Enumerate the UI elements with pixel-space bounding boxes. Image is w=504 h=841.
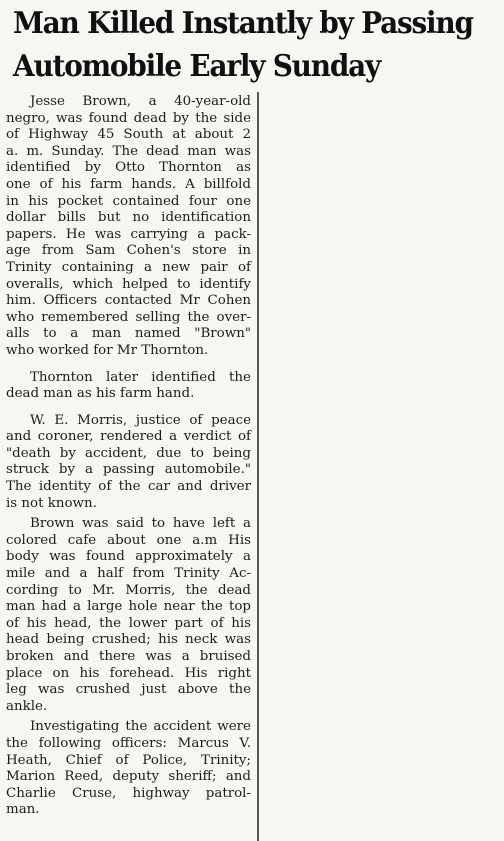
text-line: of his head, the lower part of his — [6, 615, 251, 631]
text-line: struck by a passing automobile." — [6, 462, 251, 478]
text-line: colored cafe about one a.m His — [6, 532, 251, 548]
text-line: Marion Reed, deputy sheriff; and — [6, 769, 251, 785]
text-line: him. Officers contacted Mr Cohen — [6, 293, 251, 309]
text-line: who remembered selling the over- — [6, 309, 251, 325]
paragraph-2 — [6, 370, 251, 403]
text-line: papers. He was carrying a pack- — [6, 226, 251, 242]
text-line: overalls, which helped to identify — [6, 276, 251, 292]
text-line: mile and a half from Trinity Ac- — [6, 566, 251, 582]
text-line: age from Sam Cohen's store in — [6, 243, 251, 259]
paragraph-1 — [6, 94, 251, 360]
text-line: Brown was said to have left a — [30, 516, 251, 532]
text-line: dead man as his farm hand. — [6, 386, 195, 402]
text-line: alls to a man named "Brown" — [6, 326, 251, 342]
paragraph-5 — [6, 719, 251, 819]
text-line: man had a large hole near the top — [6, 599, 251, 615]
text-line: one of his farm hands. A billfold — [6, 176, 251, 192]
text-line: ankle. — [6, 698, 48, 714]
text-line: is not known. — [6, 495, 97, 511]
text-line: cording to Mr. Morris, the dead — [6, 582, 251, 598]
text-line: Jesse Brown, a 40-year-old — [30, 94, 251, 109]
headline — [13, 2, 473, 88]
paragraph-3 — [6, 413, 251, 513]
text-line: the following officers: Marcus V. — [6, 735, 251, 751]
text-line: "death by accident, due to being — [6, 445, 251, 461]
text-line: Thornton later identified the — [30, 369, 251, 385]
article-column — [6, 94, 251, 819]
text-line: body was found approximately a — [6, 549, 251, 565]
text-line: a. m. Sunday. The dead man was — [6, 143, 251, 159]
text-line: Trinity containing a new pair of — [6, 259, 251, 275]
text-line: The identity of the car and driver — [6, 479, 251, 495]
text-line: Heath, Chief of Police, Trinity; — [6, 752, 251, 768]
text-line: Investigating the accident were — [30, 719, 251, 735]
paragraph-4 — [6, 516, 251, 715]
text-line: dollar bills but no identification — [6, 210, 251, 226]
text-line: who worked for Mr Thornton. — [6, 342, 209, 358]
headline-line-2: Automobile Early Sunday — [13, 49, 381, 84]
text-line: of Highway 45 South at about 2 — [6, 127, 251, 143]
text-line: head being crushed; his neck was — [6, 632, 251, 648]
text-line: negro, was found dead by the side — [6, 110, 251, 126]
text-line: Charlie Cruse, highway patrol- — [6, 785, 251, 801]
text-line: identified by Otto Thornton as — [6, 160, 251, 176]
text-line: broken and there was a bruised — [6, 649, 251, 664]
column-rule — [257, 92, 259, 841]
text-line: leg was crushed just above the — [6, 682, 251, 698]
text-line: and coroner, rendered a verdict of — [6, 429, 251, 445]
text-line: W. E. Morris, justice of peace — [30, 412, 251, 428]
headline-line-1: Man Killed Instantly by Passing — [13, 6, 473, 41]
text-line: in his pocket contained four one — [6, 193, 251, 209]
text-line: man. — [6, 802, 40, 818]
text-line: place on his forehead. His right — [6, 665, 251, 681]
